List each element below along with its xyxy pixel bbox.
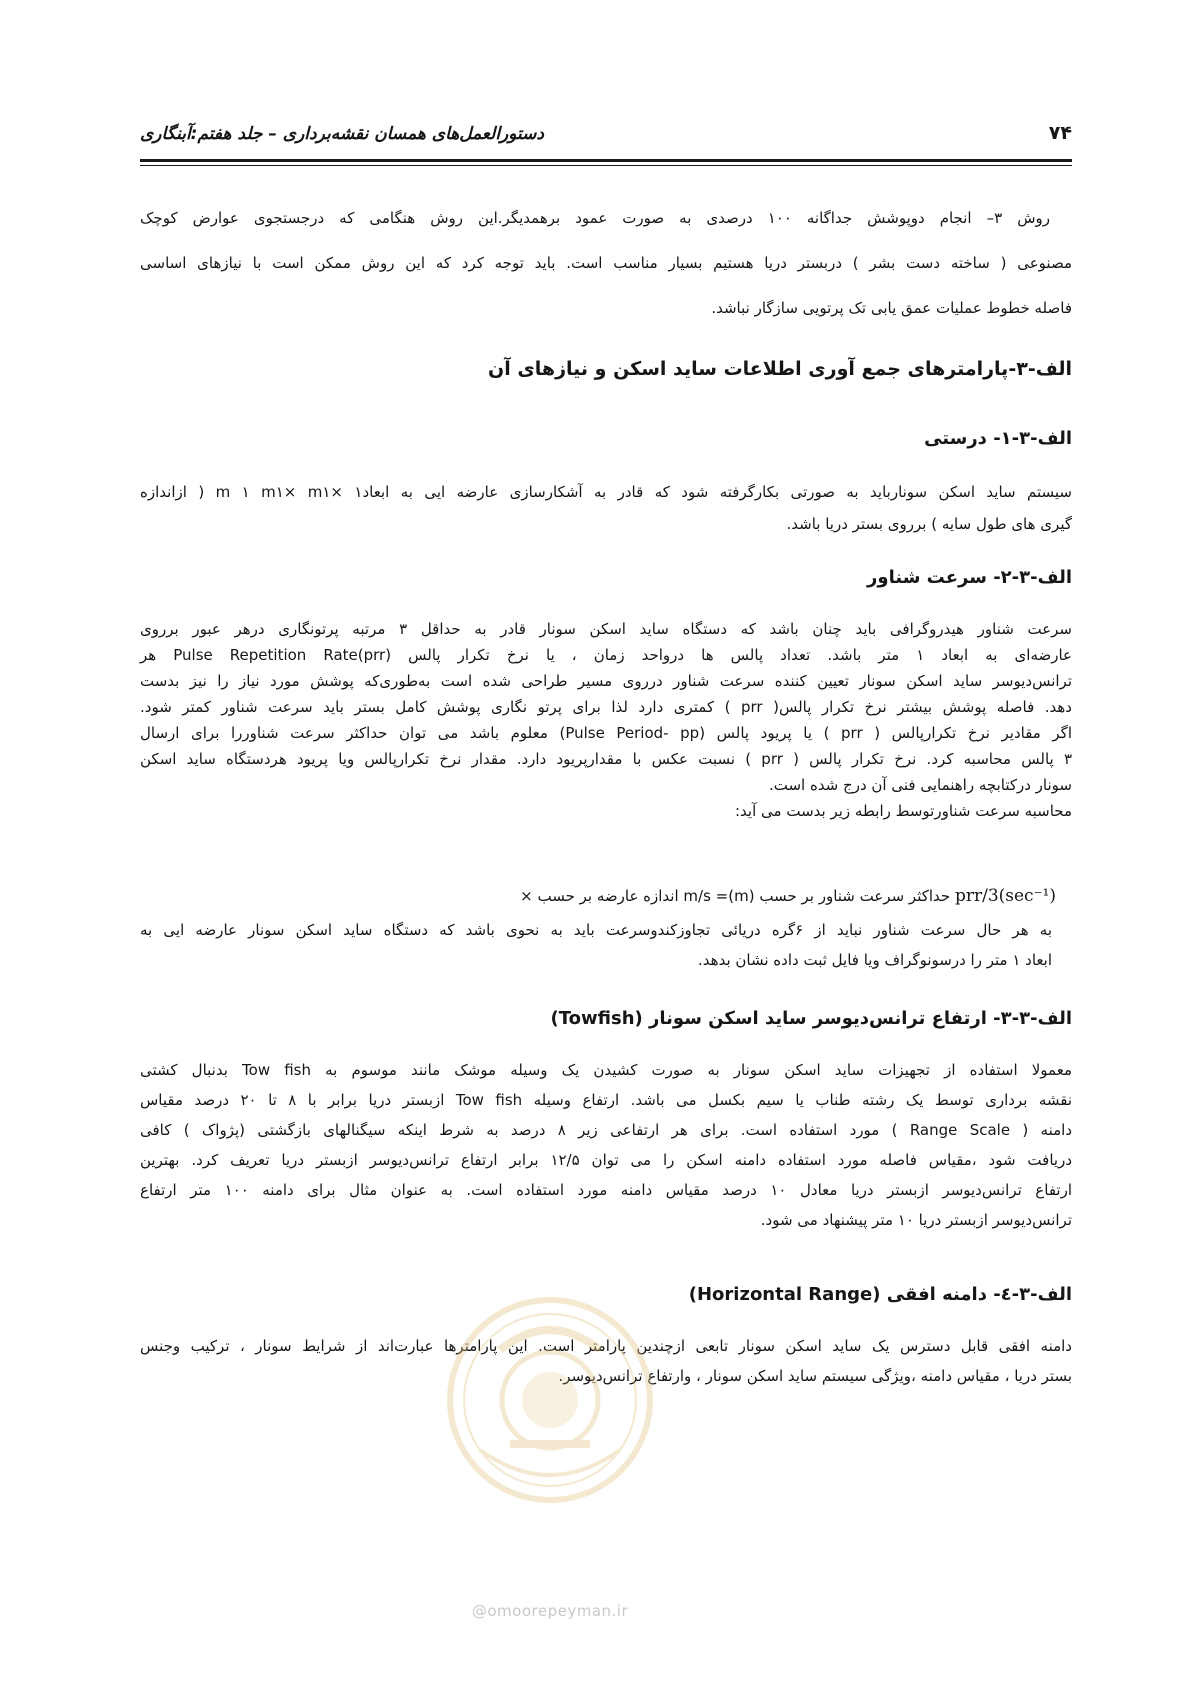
text-line: فاصله خطوط عملیات عمق یابی تک پرتویی سازگار نباشد. xyxy=(711,299,1072,317)
text-line: اگر مقادیر نرخ تکرارپالس ( prr ) یا پریود پالس (Pulse Period- pp) معلوم باشد می توان حداکثر سرعت شناوررا برای ارسال xyxy=(140,724,1072,742)
text-line: ارتفاع ترانس‌دیوسر ازبستر دریا معادل ۱۰ درصد مقیاس دامنه مورد استفاده است. به عنوان مثال برای دامنه ۱۰۰ متر ارتفاع xyxy=(140,1181,1072,1199)
text-line: ابعاد ۱ متر را درسونوگراف ویا فایل ثبت داده نشان بدهد. xyxy=(698,951,1052,969)
header-rule-thin xyxy=(140,165,1072,166)
subsection-heading-vessel-speed: الف-۳-۲- سرعت شناور xyxy=(867,567,1072,588)
text-line: دامنه افقی قابل دسترس یک ساید اسکن سونار تابعی ازچندین پارامتر است. این پارامترها عبارت‌اند از شرایط سونار ، ترکیب وجنس xyxy=(140,1337,1072,1355)
intro-paragraph xyxy=(140,205,1072,321)
header-rule-thick xyxy=(140,159,1072,162)
calc-intro: محاسبه سرعت شناورتوسط رابطه زیر بدست می آید: xyxy=(735,802,1072,820)
text-line: به هر حال سرعت شناور نباید از ۶گره دریائی تجاوزکندوسرعت باید به نحوی باشد که دستگاه ساید اسکن سونار عارضه ایی به xyxy=(140,921,1052,939)
subsection-heading-accuracy: الف-۳-۱- درستی xyxy=(924,428,1072,449)
formula-text: حداکثر سرعت شناور بر حسب m/s =(m) اندازه عارضه بر حسب × xyxy=(520,887,951,905)
text-line: روش ۳– انجام دوپوشش جداگانه ۱۰۰ درصدی به صورت عمود برهمدیگر.این روش هنگامی که درجستجوی عوارض کوچک xyxy=(140,209,1050,227)
text-line: دریافت شود ،مقیاس فاصله مورد استفاده دامنه اسکن را می توان ۱۲/۵ برابر ارتفاع ترانس‌دیوسر ازبستر دریا تعریف کرد. بهترین xyxy=(140,1151,1072,1169)
vessel-speed-paragraph xyxy=(140,616,1072,824)
text-line: ۳ پالس محاسبه کرد. نرخ تکرار پالس ( prr ) نسبت عکس با مقدارپریود دارد. مقدار نرخ تکرارپالس ویا پریود هردستگاه ساید اسکن xyxy=(140,750,1072,768)
text-line: سیستم ساید اسکن سونارباید به صورتی بکارگرفته شود که قادر به آشکارسازی عارضه ایی به ابعادm ۱ m۱× m۱× ۱ ( ازاندازه xyxy=(140,483,1072,501)
watermark-seal-icon xyxy=(440,1290,660,1510)
watermark-url: @omoorepeyman.ir xyxy=(471,1602,629,1620)
text-line: معمولا استفاده از تجهیزات ساید اسکن سونار به صورت کشیدن یک وسیله موشک مانند موسوم به Tow fish بدنبال کشتی xyxy=(140,1061,1072,1079)
subsection-heading-towfish: الف-۳-۳- ارتفاع ترانس‌دیوسر ساید اسکن سونار (Towfish) xyxy=(550,1008,1072,1029)
text-line: سرعت شناور هیدروگرافی باید چنان باشد که دستگاه ساید اسکن سونار قادر به حداقل ۳ مرتبه پرتونگاری درهر عبور برروی xyxy=(140,620,1072,638)
accuracy-paragraph xyxy=(140,479,1072,537)
section-heading: الف-۳-پارامترهای جمع آوری اطلاعات ساید اسکن و نیازهای آن xyxy=(488,358,1072,380)
text-line: ترانس‌دیوسر ساید اسکن سونار تعیین کننده سرعت شناور درروی مسیر طراحی شده است به‌طوری‌که پوشش مورد نیاز را نیز بدست xyxy=(140,672,1072,690)
speed-note-paragraph xyxy=(140,917,1052,973)
text-line: بستر دریا ، مقیاس دامنه ،ویژگی سیستم ساید اسکن سونار ، وارتفاع ترانس‌دیوسر. xyxy=(558,1367,1072,1385)
text-line: دهد. فاصله پوشش بیشتر نرخ تکرار پالس( prr ) کمتری دارد لذا برای پرتو نگاری پوشش کامل بستر باید سرعت شناور کمتر شود. xyxy=(140,698,1072,716)
text-line: دامنه ( Range Scale ) مورد استفاده است. برای هر ارتفاعی زیر ۸ درصد به شرط اینکه سیگنالهای بازگشتی (پژواک ) کافی xyxy=(140,1121,1073,1139)
text-line: عارضه‌ای به ابعاد ۱ متر باشد. تعداد پالس ها درواحد زمان ، یا نرخ تکرار پالس (Pulse Repetition Rate(prr هر xyxy=(140,646,1072,664)
text-line: سونار درکتابچه راهنمایی فنی آن درج شده است. xyxy=(768,776,1072,794)
speed-formula xyxy=(140,883,1056,909)
towfish-paragraph xyxy=(140,1057,1072,1233)
formula-term: prr/3(sec⁻¹) xyxy=(954,886,1056,906)
text-line: مصنوعی ( ساخته دست بشر ) دربستر دریا هستیم بسیار مناسب است. باید توجه کرد که این روش ممکن است با نیازهای اساسی xyxy=(140,254,1072,272)
text-line: گیری های طول سایه ) برروی بستر دریا باشد. xyxy=(786,515,1072,533)
running-header-title: دستورالعمل‌های همسان نقشه‌برداری – جلد هفتم:آبنگاری xyxy=(140,124,544,144)
subsection-heading-horizontal-range: الف-۳-٤- دامنه افقی (Horizontal Range) xyxy=(688,1284,1072,1305)
page-number: ۷۴ xyxy=(1048,122,1072,144)
text-line: ترانس‌دیوسر ازبستر دریا ۱۰ متر پیشنهاد می شود. xyxy=(760,1211,1072,1229)
text-line: نقشه برداری توسط یک رشته طناب یا سیم بکسل می باشد. ارتفاع وسیله Tow fish ازبستر دریا برابر با ۸ تا ۲۰ درصد مقیاس xyxy=(140,1091,1073,1109)
